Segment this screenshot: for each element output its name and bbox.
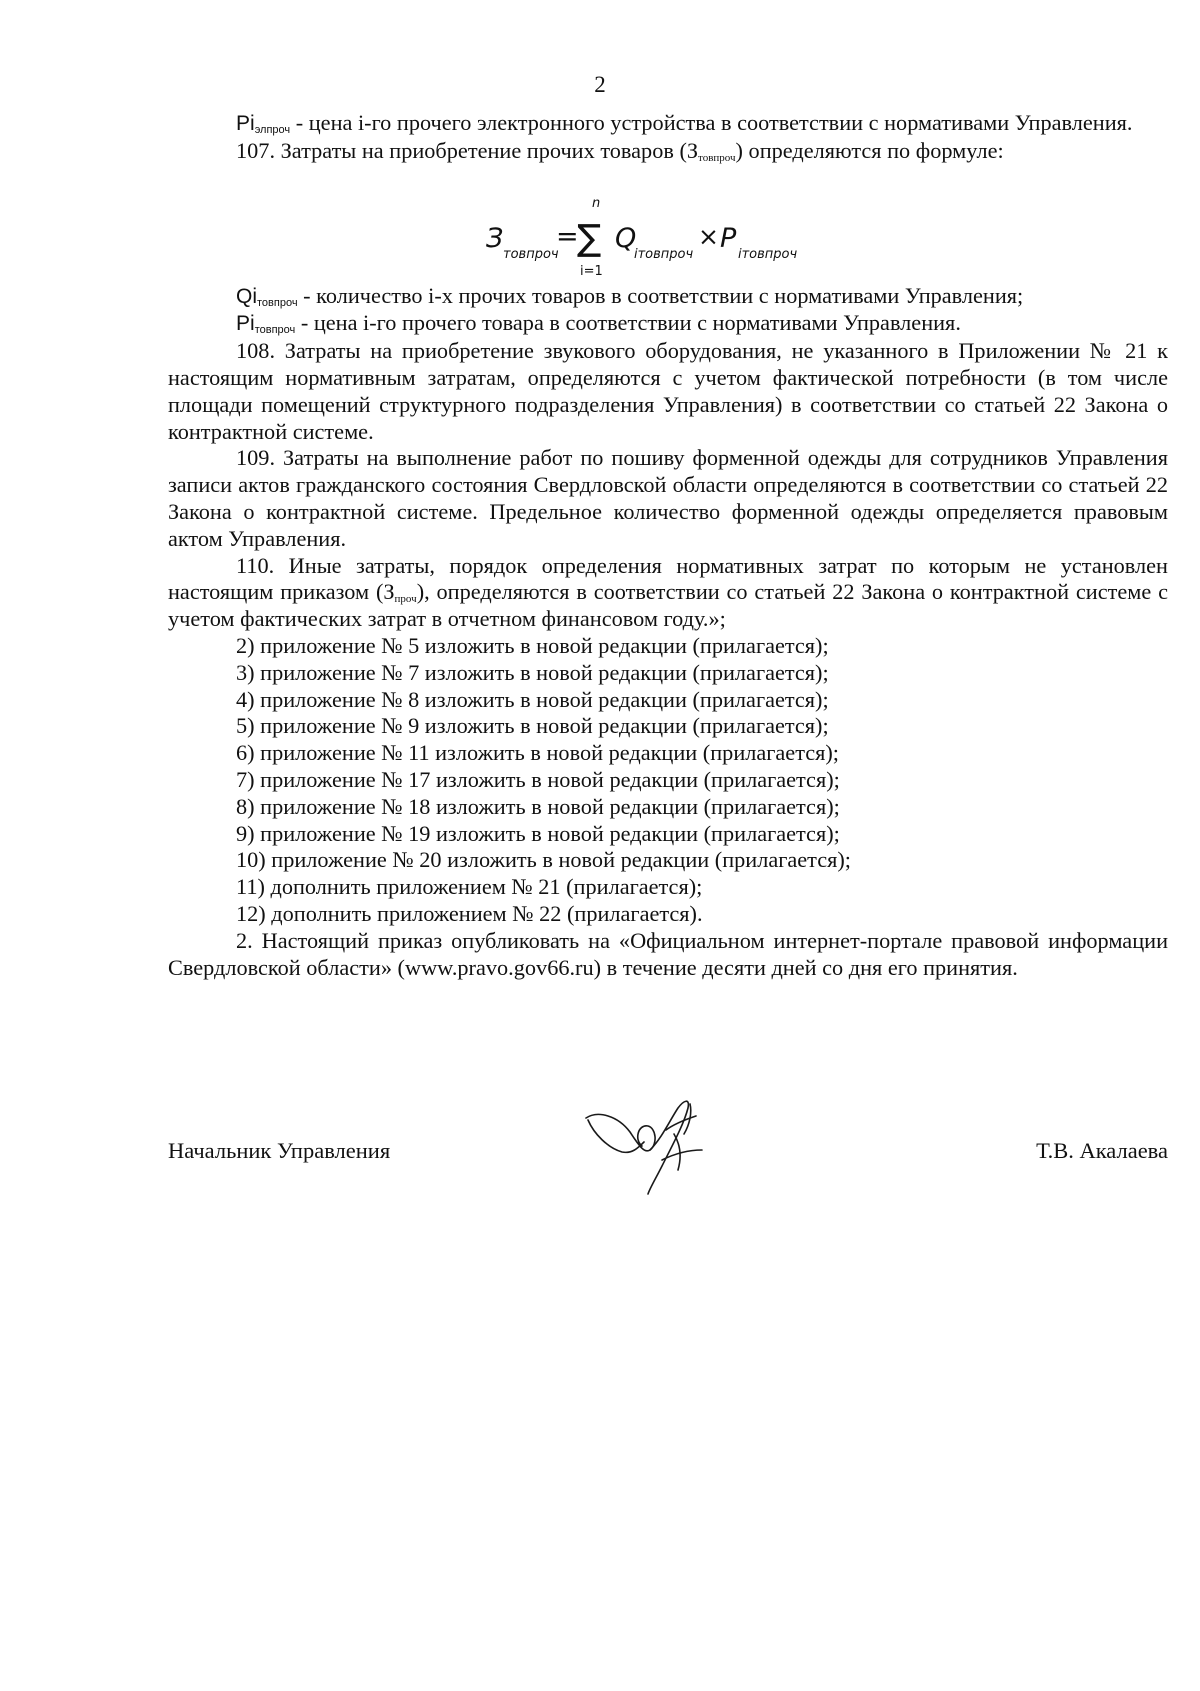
- formula-upper-limit: n: [592, 195, 601, 211]
- paragraph-text: - количество i-x прочих товаров в соответствии с нормативами Управления;: [297, 282, 1024, 308]
- list-item: 7) приложение № 17 изложить в новой редакции (прилагается);: [236, 766, 840, 792]
- list-item: 2) приложение № 5 изложить в новой редакции (прилагается);: [236, 632, 829, 658]
- formula-q: Q: [615, 222, 637, 254]
- formula-lhs: З: [486, 222, 504, 254]
- formula-p-sub: iтовпроч: [738, 246, 798, 262]
- paragraph-pi-tovproch: [168, 310, 1168, 338]
- paragraph-109: 109. Затраты на выполнение работ по пошиву форменной одежды для сотрудников Управления записи актов гражданского состояния Свердловской области определяются в соответствии со статьей 22 Закона о контрактной системе. Предельное количество форменной одежды определяется правовым актом Управления.: [168, 445, 1168, 551]
- paragraph-text-end: ), определяются в соответствии со статьей 22 Закона о контрактной системе с учетом фактических затрат в отчетном финансовом году.»;: [168, 579, 1168, 632]
- paragraph-108: 108. Затраты на приобретение звукового оборудования, не указанного в Приложении № 21 к настоящим нормативным затратам, определяются с учетом фактической потребности (в том числе площади помещений структурного подразделения Управления) в соответствии со статьей 22 Закона о контрактной системе.: [168, 338, 1168, 444]
- signatory-name: Т.В. Акалаева: [1036, 1138, 1168, 1163]
- symbol-subscript: проч: [394, 593, 417, 606]
- list-item: 5) приложение № 9 изложить в новой редакции (прилагается);: [236, 713, 829, 739]
- list-item: 3) приложение № 7 изложить в новой редакции (прилагается);: [236, 659, 829, 685]
- formula-times: ×: [698, 221, 719, 251]
- formula-p: P: [720, 222, 737, 254]
- paragraph-107: [168, 138, 1168, 165]
- paragraph-text: - цена i-го прочего товара в соответствии с нормативами Управления.: [295, 310, 961, 336]
- formula-q-sub: iтовпроч: [634, 246, 694, 262]
- formula-lhs-sub: товпроч: [503, 246, 559, 262]
- list-item: 4) приложение № 8 изложить в новой редакции (прилагается);: [236, 686, 829, 712]
- paragraph-text: 110. Иные затраты, порядок определения нормативных затрат по которым не установлен настоящим приказом (З: [168, 552, 1168, 605]
- signatory-position: Начальник Управления: [168, 1138, 391, 1163]
- paragraph-2-publication: 2. Настоящий приказ опубликовать на «Официальном интернет-портале правовой информации Свердловской области» (www.pravo.gov66.ru) в течение десяти дней со дня его принятия.: [168, 927, 1168, 980]
- formula-svg: [168, 165, 1168, 283]
- symbol-subscript: товпроч: [257, 296, 298, 309]
- paragraph-qi-tovproch: [168, 283, 1168, 311]
- symbol-subscript: товпроч: [698, 151, 736, 164]
- paragraph-text: 107. Затраты на приобретение прочих товаров (З: [236, 137, 699, 163]
- paragraph-pi-elproch: [168, 110, 1168, 138]
- document-body: [168, 110, 1168, 981]
- symbol-pi: Pi: [236, 112, 255, 135]
- paragraph-110: [168, 553, 1168, 633]
- list-item: 9) приложение № 19 изложить в новой редакции (прилагается);: [236, 820, 840, 846]
- formula-lower-limit: i=1: [580, 263, 603, 279]
- list-item: 10) приложение № 20 изложить в новой редакции (прилагается);: [236, 847, 851, 873]
- symbol-pi: Pi: [236, 312, 255, 336]
- formula-equals: =: [556, 220, 579, 252]
- symbol-qi: Qi: [236, 284, 257, 308]
- paragraph-text: - цена i-го прочего электронного устройства в соответствии с нормативами Управления.: [290, 110, 1133, 135]
- symbol-subscript: товпроч: [254, 324, 296, 337]
- symbol-subscript: элпроч: [254, 124, 291, 136]
- list-item: 6) приложение № 11 изложить в новой редакции (прилагается);: [236, 740, 839, 766]
- formula-sigma: ∑: [577, 217, 602, 259]
- signature-block: [168, 1138, 1168, 1178]
- page-number: 2: [594, 72, 606, 97]
- list-item: 11) дополнить приложением № 21 (прилагается);: [236, 874, 703, 900]
- list-item: 12) дополнить приложением № 22 (прилагается).: [236, 900, 703, 926]
- formula: [168, 165, 1168, 283]
- list-item: 8) приложение № 18 изложить в новой редакции (прилагается);: [236, 793, 840, 819]
- paragraph-text-end: ) определяются по формуле:: [735, 137, 1004, 163]
